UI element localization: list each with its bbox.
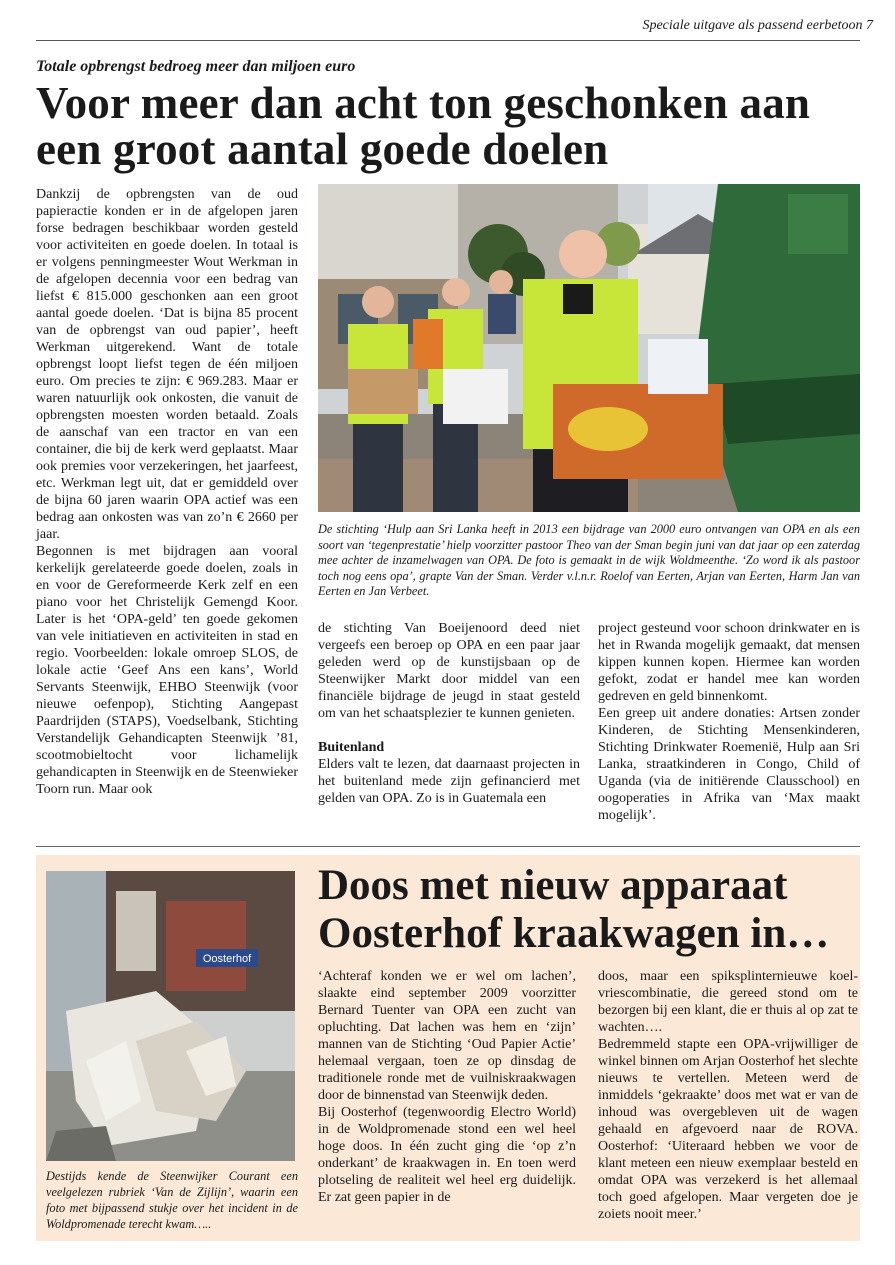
sidebar-column-2 xyxy=(598,968,858,1223)
section-rule xyxy=(36,846,860,847)
article-column-1 xyxy=(36,186,298,798)
shop-sign: Oosterhof xyxy=(202,953,252,965)
header-rule xyxy=(36,40,860,41)
subheading: Buitenland xyxy=(318,740,385,755)
paragraph: project gesteund voor schoon drinkwater en is het in Rwanda mogelijk gemaakt, dat mensen kippen kunnen kopen. Hiermee kan worden gefokt, zodat er handel mee kan worden gedreven en geld binnenkomt. xyxy=(598,621,860,704)
paragraph: de stichting Van Boeijenoord deed niet vergeefs een beroep op OPA en een paar jaar geleden werd op de kunstijsbaan op de Steenwijker Markt door middel van een financiële bijdrage de jeugd in staat gesteld om van het schaatsplezier te kunnen genieten. xyxy=(318,621,580,721)
sidebar-headline: Doos met nieuw apparaat Oosterhof kraakwagen in… xyxy=(318,862,830,957)
paragraph: Dankzij de opbrengsten van de oud papieractie konden er in de afgelopen jaren forse bedragen beschikbaar worden gesteld voor activiteiten en goede doelen. In totaal is er volgens penningmeester Wout Werkman in de afgelopen decennia voor een bedrag van liefst € 815.000 geschonken aan een groot aantal goede doelen. ‘Dat is bijna 85 procent van de opbrengst van oud papier’, heeft Werkman uitgerekend. Want de totale opbrengst loopt liefst tegen de één miljoen euro. Om precies te zijn: € 969.283. Maar er waren natuurlijk ook onkosten, die vanuit de opbrengsten moesten worden betaald. Zoals de aanschaf van een tractor en van een container, die bij de kerk werd geplaatst. Maar ook premies voor verzekeringen, het jaarfeest, etc. Werkman legt uit, dat er gemiddeld over de bijna 60 jaren waarin OPA actief was een bedrag aan onkosten was van zo’n € 2660 per jaar. xyxy=(36,187,298,542)
article-column-2 xyxy=(318,620,580,807)
paragraph: Bij Oosterhof (tegenwoordig Electro World) in de Woldpromenade stond een wel heel hoge doos. In één zucht ging die ‘op z’n onderkant’ de kraakwagen in. En toen werd plotseling de realiteit wel heel erg duidelijk. Er zat geen papier in de xyxy=(318,1105,576,1205)
paragraph: doos, maar een spiksplinternieuwe koel-vriescombinatie, die gereed stond om te bezorgen bij een klant, die er thuis al op zat te wachten…. xyxy=(598,969,858,1035)
paragraph: Een greep uit andere donaties: Artsen zonder Kinderen, de Stichting Mensenkinderen, Stichting Drinkwater Roemenië, Hulp aan Sri Lanka, straatkinderen in Congo, Child of Uganda (via de initiërende Clausschool) en oogoperaties in Afrika van ‘Max maakt mogelijk’. xyxy=(598,706,860,823)
photo-shop-incident xyxy=(46,871,295,1161)
photo-caption: De stichting ‘Hulp aan Sri Lanka heeft in 2013 een bijdrage van 2000 euro ontvangen van OPA en als een soort van ‘tegenprestatie’ hielp voorzitter pastoor Theo van der Sman begin juni van dat jaar op een zaterdag mee achter de inzamelwagen van OPA. De foto is gemaakt in de wijk Woldmeenthe. ‘Zo word ik als pastoor toch nog eens opa’, grapte Van der Sman. Verder v.l.n.r. Roelof van Eerten, Arjan van Eerten, Harm Jan van Eerten en Jan Verbeet. xyxy=(318,522,860,598)
paragraph: Bedremmeld stapte een OPA-vrijwilliger de winkel binnen om Arjan Oosterhof het slechte nieuws te vertellen. Meteen werd de inmiddels ‘gekraakte’ doos met wat er van de inhoud was overgebleven uit de wagen gehaald en afgevoerd naar de ROVA. Oosterhof: ‘Uiteraard hebben we voor de klant meteen een nieuw exemplaar besteld en omdat OPA was verzekerd is het allemaal toch goed afgelopen. Maar vergeten doe je zoiets nooit meer.’ xyxy=(598,1037,858,1222)
photo-collection-team-illustration xyxy=(318,184,860,512)
paragraph: Begonnen is met bijdragen aan vooral kerkelijk gerelateerde goede doelen, zoals in en voor de Gereformeerde Kerk zelf en een piano voor het Christelijk Gemengd Koor. Later is het ‘OPA-geld’ ten goede gekomen van vele initiatieven en activiteiten in stad en regio. Voorbeelden: lokale omroep SLOS, de lokale actie ‘Geef Ans een kans’, World Servants Steenwijk, EHBO Steenwijk (voor nieuwe oefenpop), Stichting Aangepast Paardrijden (STAPS), Voedselbank, Stichting Verstandelijk Gehandicapten Steenwijk ’81, scootmobieltocht voor lichamelijk gehandicapten in Steenwijk en de Steenwieker Toorn run. Maar ook xyxy=(36,544,298,797)
headline: Voor meer dan acht ton geschonken aan een groot aantal goede doelen xyxy=(36,78,811,174)
running-head: Speciale uitgave als passend eerbetoon 7 xyxy=(642,18,873,33)
photo-shop-incident-illustration xyxy=(46,871,295,1161)
photo-caption-2: Destijds kende de Steenwijker Courant een veelgelezen rubriek ‘Van de Zijlijn’, waarin een foto met bijpassend stukje over het incident in de Woldpromenade terecht kwam….. xyxy=(46,1169,298,1231)
kicker: Totale opbrengst bedroeg meer dan miljoen euro xyxy=(36,58,356,75)
paragraph: ‘Achteraf konden we er wel om lachen’, slaakte eind september 2009 voorzitter Bernard Tuenter van OPA een zucht van opluchting. Dat lachen was hem en ‘zijn’ mannen van de Stichting ‘Oud Papier Actie’ helemaal vergaan, toen ze op dinsdag de traditionele ronde met de vuilniskraakwagen door de binnenstad van Steenwijk deden. xyxy=(318,969,576,1103)
sidebar-column-1 xyxy=(318,968,576,1206)
photo-collection-team xyxy=(318,184,860,512)
paragraph: Elders valt te lezen, dat daarnaast projecten in het buitenland mede zijn gefinancierd met gelden van OPA. Zo is in Guatemala een xyxy=(318,757,580,806)
article-column-3 xyxy=(598,620,860,824)
